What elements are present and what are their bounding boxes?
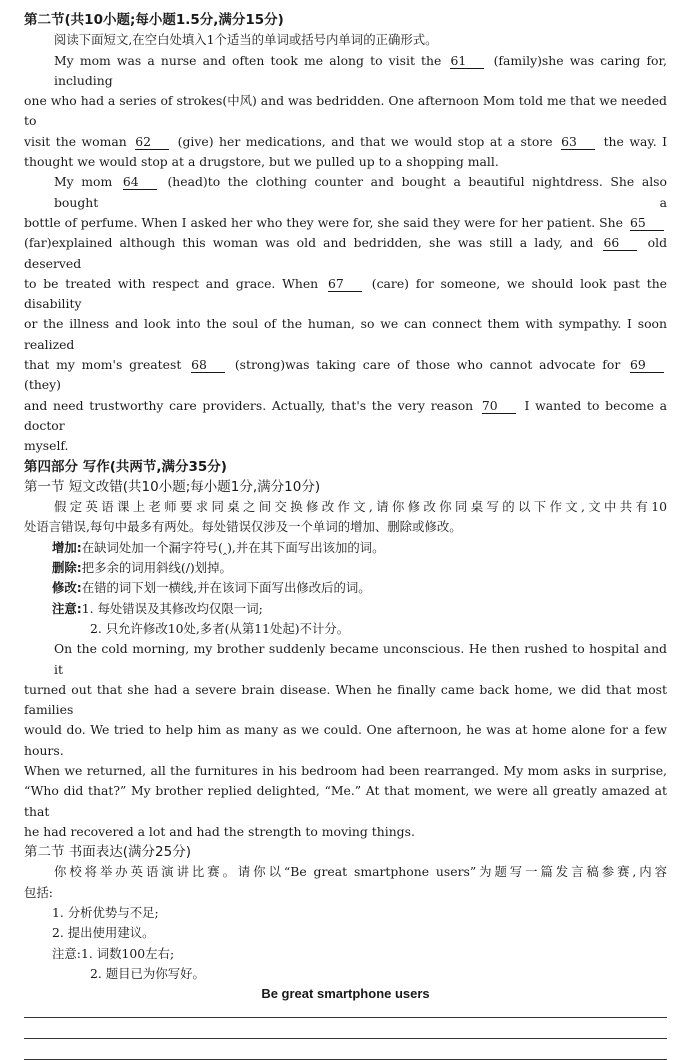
rule-note: 注意:1. 每处错误及其修改均仅限一词; [52, 600, 263, 616]
rule-delete: 删除:把多余的词用斜线(/)划掉。 [52, 560, 232, 576]
blank-65[interactable]: 65 [630, 216, 664, 231]
passage-line-3: would do. We tried to help him as many as we could. One afternoon, he was at home alone for a few hours. [24, 722, 667, 758]
blank-69[interactable]: 69 [630, 358, 664, 373]
passage-line-4: When we returned, all the furnitures in his bedroom had been rearranged. My mom asks in surprise, [24, 762, 667, 778]
reading-line-6: bottle of perfume. When I asked her who they were for, she said they were for her patient. She 65 [24, 213, 667, 233]
writing-note-2: 2. 题目已为你写好。 [90, 965, 205, 981]
error-correction-intro-2: 处语言错误,每句中最多有两处。每处错误仅涉及一个单词的增加、删除或修改。 [24, 519, 462, 535]
blank-66[interactable]: 66 [603, 236, 637, 251]
error-correction-intro-1: 假定英语课上老师要求同桌之间交换修改作文,请你修改你同桌写的以下作文,文中共有10 [54, 499, 667, 515]
passage-line-1: On the cold morning, my brother suddenly became unconscious. He then rushed to hospital and it [54, 641, 667, 677]
reading-line-9: or the illness and look into the soul of the human, so we can connect them with sympathy. I soon realized [24, 316, 667, 352]
error-correction-heading: 第一节 短文改错(共10小题;每小题1分,满分10分) [24, 478, 321, 495]
blank-67[interactable]: 67 [328, 277, 362, 292]
reading-line-7: (far)explained although this woman was old and bedridden, she was still a lady, and 66 old deserved [24, 235, 667, 271]
passage-line-5: “Who did that?” My brother replied delighted, “Me.” At that moment, we were all greatly amazed at that [24, 783, 667, 819]
passage-line-6: he had recovered a lot and had the strength to moving things. [24, 823, 415, 839]
reading-line-1: My mom was a nurse and often took me along to visit the 61 (family)she was caring for, including [54, 52, 667, 88]
essay-title: Be great smartphone users [261, 986, 430, 1002]
writing-note-1: 注意:1. 词数100左右; [52, 945, 175, 961]
reading-line-11: and need trustworthy care providers. Actually, that's the very reason 70 I wanted to become a doctor [24, 397, 667, 433]
blank-68[interactable]: 68 [191, 358, 225, 373]
writing-intro-2: 包括: [24, 884, 53, 900]
blank-61[interactable]: 61 [450, 54, 484, 69]
writing-point-1: 1. 分析优势与不足; [52, 905, 159, 921]
passage-line-2: turned out that she had a severe brain disease. When he finally came back home, we did that most families [24, 681, 667, 718]
reading-line-2: one who had a series of strokes(中风) and was bedridden. One afternoon Mom told me that we needed to [24, 93, 667, 129]
part4-heading: 第四部分 写作(共两节,满分35分) [24, 458, 227, 475]
rule-add: 增加:在缺词处加一个漏字符号(‸),并在其下面写出该加的词。 [52, 539, 385, 555]
writing-point-2: 2. 提出使用建议。 [52, 925, 155, 941]
reading-line-4: thought we would stop at a drugstore, but we pulled up to a shopping mall. [24, 154, 499, 170]
writing-intro-1: 你校将举办英语演讲比赛。请你以“Be great smartphone users”为题写一篇发言稿参赛,内容 [54, 864, 667, 880]
blank-63[interactable]: 63 [561, 135, 595, 150]
section-heading-reading: 第二节(共10小题;每小题1.5分,满分15分) [24, 12, 284, 28]
reading-line-3: visit the woman 62 (give) her medications, and that we would stop at a store 63 the way. I [24, 133, 667, 149]
reading-line-5: My mom 64 (head)to the clothing counter and bought a beautiful nightdress. She also bought a [54, 174, 667, 210]
rule-note-2: 2. 只允许修改10处,多者(从第11处起)不计分。 [90, 620, 350, 636]
blank-62[interactable]: 62 [135, 135, 169, 150]
reading-instruction: 阅读下面短文,在空白处填入1个适当的单词或括号内单词的正确形式。 [54, 32, 438, 48]
reading-line-8: to be treated with respect and grace. When 67 (care) for someone, we should look past the disability [24, 275, 667, 312]
answer-line-1[interactable] [24, 1017, 667, 1018]
writing-heading: 第二节 书面表达(满分25分) [24, 844, 192, 861]
blank-64[interactable]: 64 [123, 175, 157, 190]
reading-line-10: that my mom's greatest 68 (strong)was taking care of those who cannot advocate for 69 (they) [24, 355, 667, 396]
blank-70[interactable]: 70 [482, 399, 516, 414]
rule-modify: 修改:在错的词下划一横线,并在该词下面写出修改后的词。 [52, 580, 371, 596]
answer-line-2[interactable] [24, 1038, 667, 1039]
reading-line-12: myself. [24, 438, 69, 454]
